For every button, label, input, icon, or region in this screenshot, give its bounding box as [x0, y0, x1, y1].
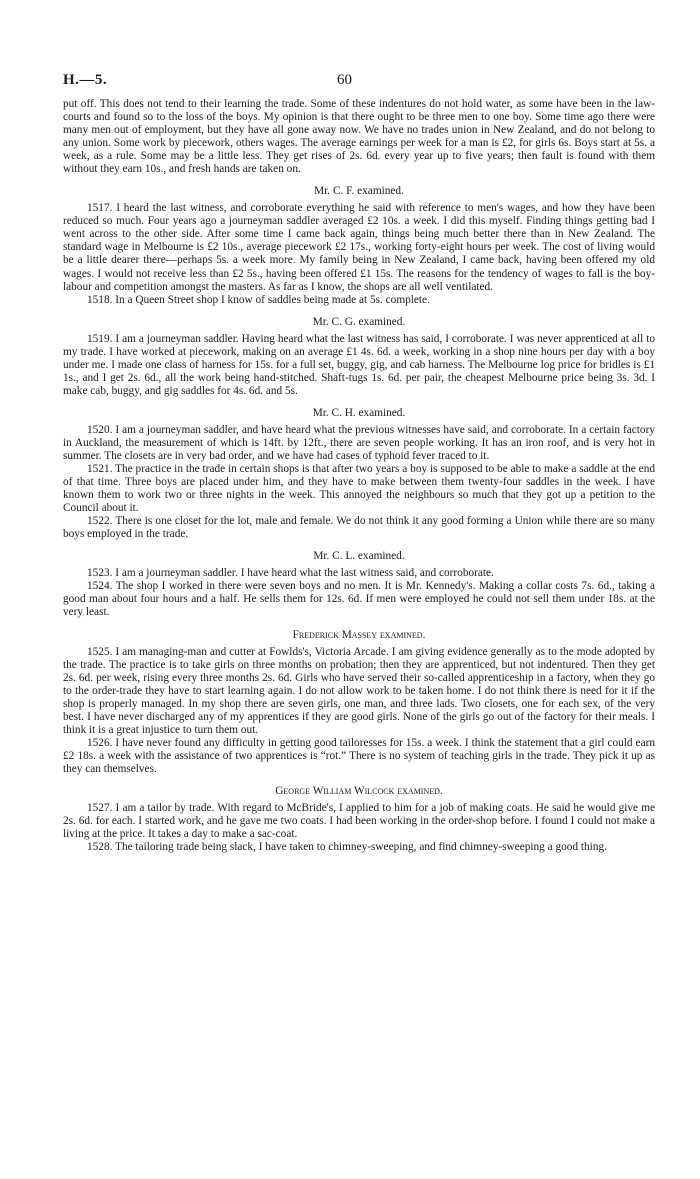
witness-heading: Mr. C. G. examined. — [312, 315, 406, 328]
paragraph-1522: 1522. There is one closet for the lot, male and female. We do not think it any good forming a Union while there are so many boys employed in the trade. — [63, 515, 655, 541]
section-mr-c-g — [63, 316, 655, 398]
paragraph: put off. This does not tend to their learning the trade. Some of these indentures do not hold water, as some have been in the law-courts and found so to the loss of the boys. My opinion is that there ought to be three men to one boy. Some time ago there were many men out of employment, but they have all gone away now. We have no trades union in New Zealand, and do not belong to any union. Some work by piecework, others wages. The average earnings per week for a man is £2, for girls 6s. Boys start at 5s. a week, as a rule. Some may be a little less. They get rises of 2s. 6d. every year up to five years; then fault is found with them without they earn 10s., and fresh hands are taken on. — [63, 98, 655, 176]
section-mr-c-f — [63, 185, 655, 306]
paragraph-1523: 1523. I am a journeyman saddler. I have heard what the last witness said, and corroborate. — [87, 567, 494, 580]
paragraph-1527: 1527. I am a tailor by trade. With regard to McBride's, I applied to him for a job of making coats. He said he would give me 2s. 6d. for each. I started work, and he gave me two coats. I had been working in the order-shop before. I found I could not make a living at the price. It takes a day to make a sac-coat. — [63, 801, 655, 841]
document-page — [63, 72, 655, 854]
document-code: H.—5. — [63, 72, 108, 88]
paragraph-1517: 1517. I heard the last witness, and corroborate everything he said with reference to men's wages, and how they have been reduced so much. Four years ago a journeyman saddler averaged £2 10s. a week. I did this myself. Finding things getting bad I went across to the other side. After some time I came back again, things being much better there than in New Zealand. The standard wage in Melbourne is £2 10s., average piecework £2 17s., working forty-eight hours per week. The cost of living would be a little dearer there—perhaps 5s. a week more. My family being in New Zealand, I came back, having been offered my old wages. I would not receive less than £2 5s., having been offered £1 15s. The reasons for the tendency of wages to fall is the boy-labour and competition amongst the masters. As far as I know, the shops are all well ventilated. — [63, 202, 655, 293]
paragraph-1518: 1518. In a Queen Street shop I know of saddles being made at 5s. complete. — [87, 293, 430, 306]
paragraph-1525: 1525. I am managing-man and cutter at Fowlds's, Victoria Arcade. I am giving evidence generally as to the mode adopted by the trade. The practice is to take girls on three months on probation; then they are apprenticed, but not indentured. Then they get 2s. 6d. per week, rising every three months 2s. 6d. Girls who have served their so-called apprenticeship in a factory, when they go to the order-trade they have to start learning again. I do not allow work to be taken home. I do not think there is need for it if the shop is properly managed. In my shop there are seven girls, one man, and three lads. Two closets, one for each sex, of the very best. I have never discharged any of my apprentices if they are good girls. None of the girls go out of the factory for their meals. I think it is a great injustice to turn them out. — [63, 645, 655, 736]
section-continuation — [63, 98, 655, 176]
page-header — [63, 72, 655, 98]
paragraph-1526: 1526. I have never found any difficulty in getting good tailoresses for 15s. a week. I think the statement that a girl could earn £2 18s. a week with the assistance of two apprentices is “rot.” There is no system of teaching girls in the trade. They pick it up as they can themselves. — [63, 736, 655, 775]
witness-heading: Mr. C. L. examined. — [313, 550, 405, 563]
page-number: 60 — [337, 72, 352, 88]
paragraph-1520: 1520. I am a journeyman saddler, and have heard what the previous witnesses have said, and corroborate. In a certain factory in Auckland, the measurement of which is 14ft. by 12ft., there are seven people working. It has an iron roof, and is very hot in summer. The closets are in very bad order, and we have had cases of typhoid fever traced to it. — [63, 423, 655, 462]
section-frederick-massey — [63, 629, 655, 776]
section-george-william-wilcock — [63, 785, 655, 854]
witness-heading: Frederick Massey examined. — [292, 628, 426, 641]
section-mr-c-h — [63, 407, 655, 541]
witness-heading: Mr. C. F. examined. — [314, 185, 404, 198]
paragraph-1524: 1524. The shop I worked in there were seven boys and no men. It is Mr. Kennedy's. Making a collar costs 7s. 6d., taking a good man about four hours and a half. He sells them for 12s. 6d. If men were employed he could not sell them under 18s. at the very least. — [63, 580, 655, 619]
witness-heading: George William Wilcock examined. — [275, 784, 443, 797]
section-mr-c-l — [63, 550, 655, 619]
paragraph-1528: 1528. The tailoring trade being slack, I have taken to chimney-sweeping, and find chimney-sweeping a good thing. — [87, 841, 607, 854]
paragraph-1519: 1519. I am a journeyman saddler. Having heard what the last witness has said, I corroborate. I was never apprenticed at all to my trade. I have worked at piecework, making on an average £1 4s. 6d. a week, working in a shop nine hours per day with a boy under me. I made one class of harness for 15s. for a full set, buggy, gig, and cab harness. The Melbourne log price for bridles is £1 1s., and I get 2s. 6d., all the work being hand-stitched. Shaft-tugs 1s. 6d. per pair, the cheapest Melbourne price being 3s. 3d. I make cab, buggy, and gig saddles for 4s. 6d. and 5s. — [63, 332, 655, 397]
witness-heading: Mr. C. H. examined. — [312, 406, 406, 419]
document-body — [63, 98, 655, 854]
paragraph-1521: 1521. The practice in the trade in certain shops is that after two years a boy is supposed to be able to make a saddle at the end of that time. Three boys are placed under him, and they have to make between them twenty-four saddles in the week. I have known them to work two or three nights in the week. This annoyed the neighbours so much that they got up a petition to the Council about it. — [63, 463, 655, 515]
